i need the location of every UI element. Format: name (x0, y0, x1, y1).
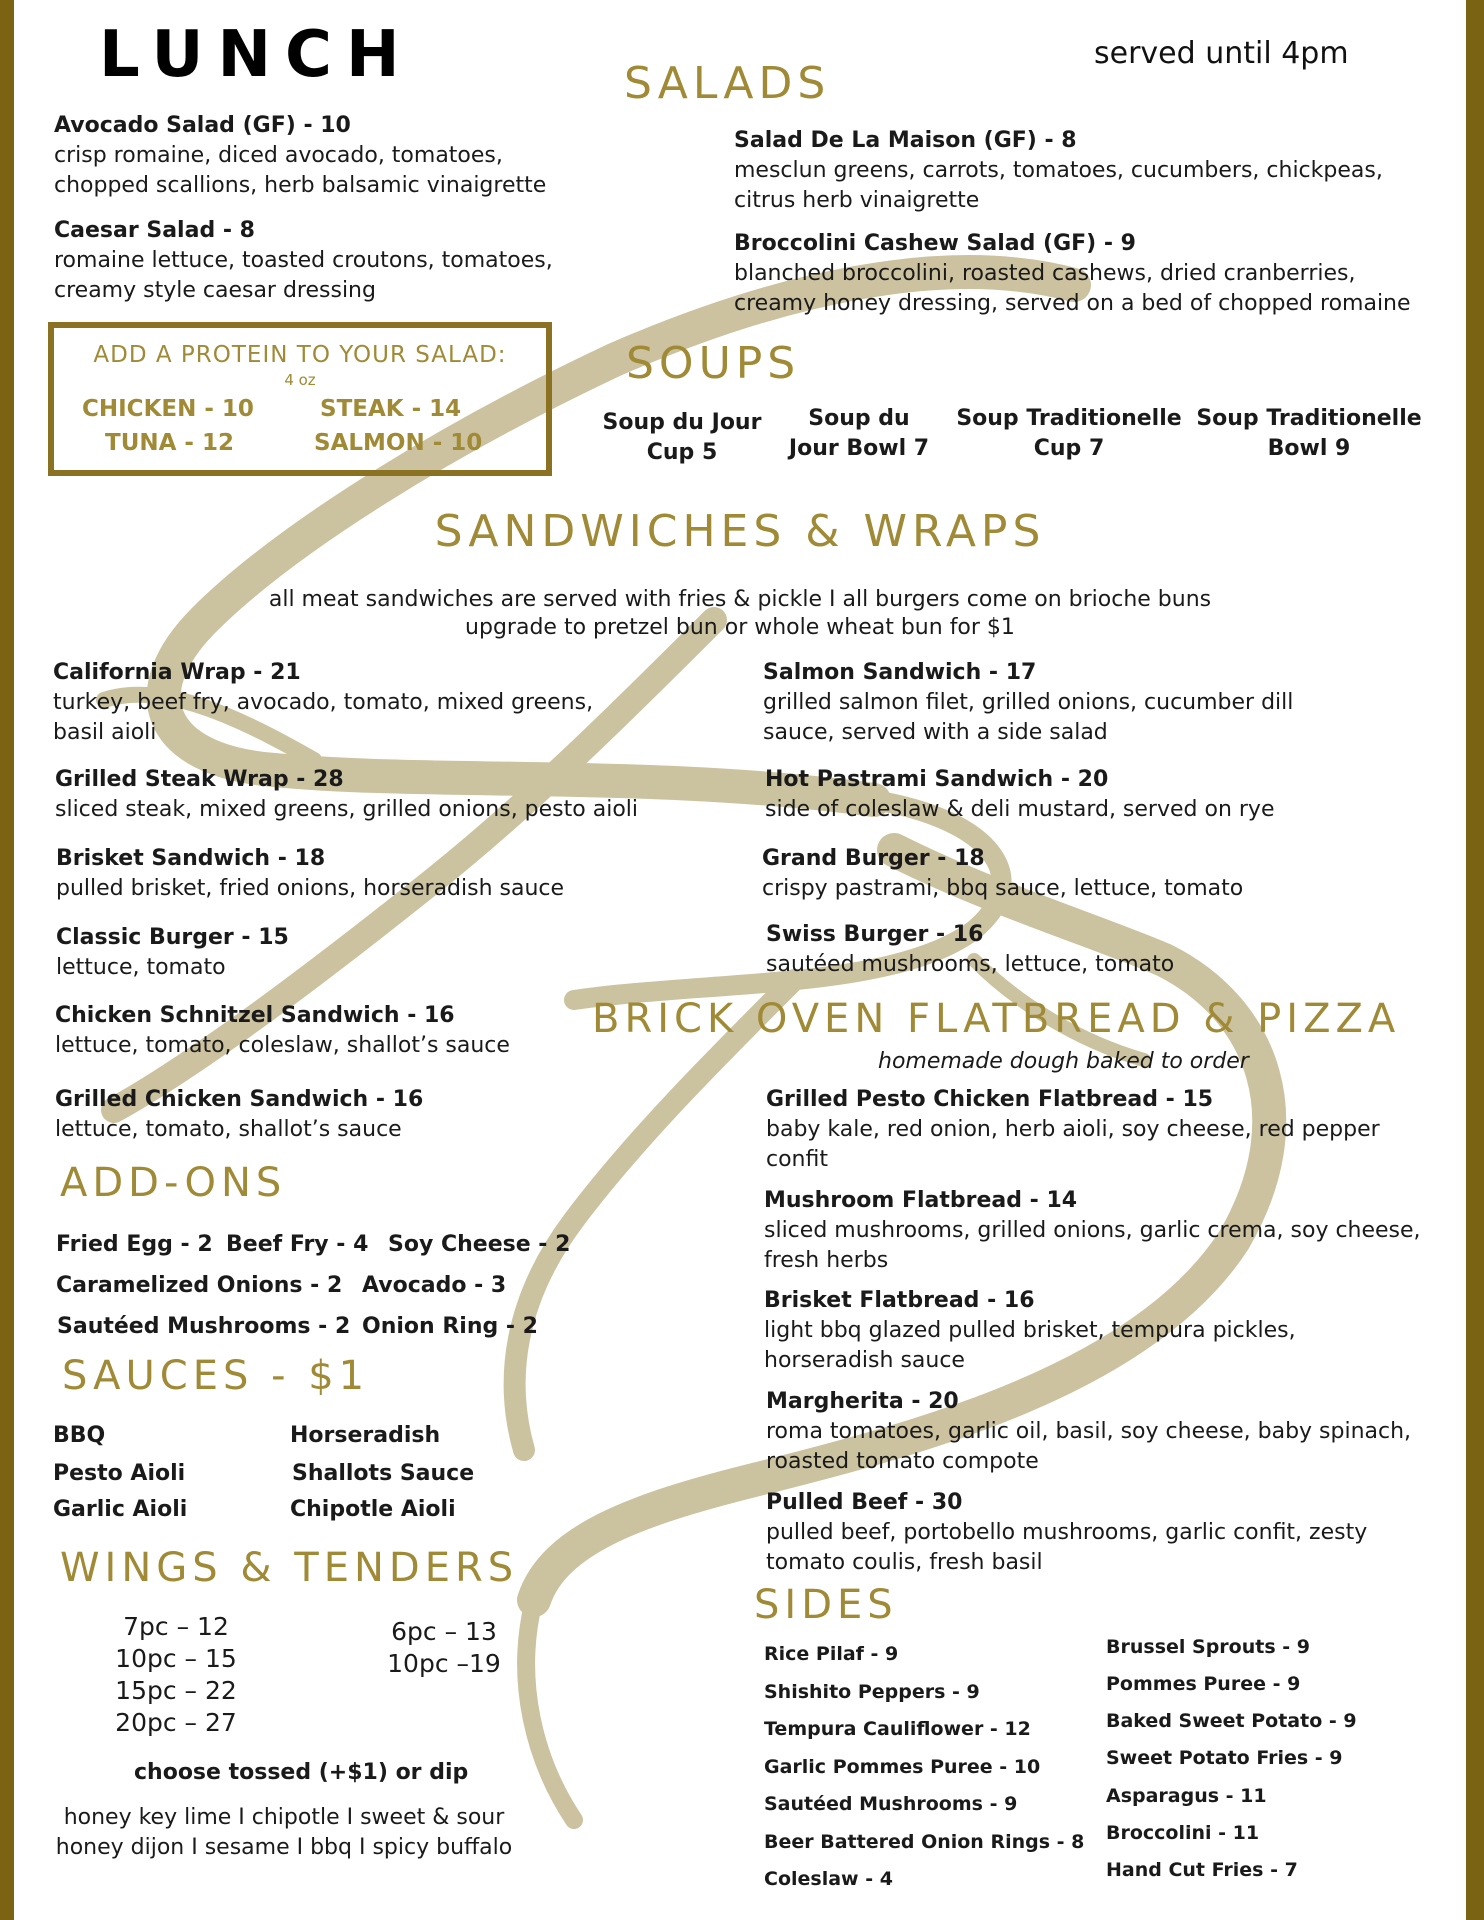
menu-item (766, 1387, 1411, 1477)
addon-item: Onion Ring - 2 (362, 1314, 538, 1339)
sauce-item: Chipotle Aioli (290, 1497, 456, 1522)
side-item: Sautéed Mushrooms - 9 (764, 1793, 1018, 1815)
menu-item (54, 111, 546, 201)
item-description: sautéed mushrooms, lettuce, tomato (766, 952, 1175, 977)
side-item: Sweet Potato Fries - 9 (1106, 1747, 1343, 1769)
item-description: romaine lettuce, toasted croutons, tomatoes, (54, 248, 553, 273)
item-description: mesclun greens, carrots, tomatoes, cucumbers, chickpeas, (734, 158, 1383, 183)
sauce-item: BBQ (53, 1423, 106, 1448)
protein-option: CHICKEN - 10 (82, 396, 254, 422)
side-item: Beer Battered Onion Rings - 8 (764, 1831, 1085, 1853)
soup-item (582, 408, 782, 468)
item-description: sliced steak, mixed greens, grilled onions, pesto aioli (55, 797, 638, 822)
item-description: sliced mushrooms, grilled onions, garlic crema, soy cheese, (764, 1218, 1421, 1243)
soup-line: Soup du Jour (602, 410, 762, 435)
soup-line: Bowl 9 (1267, 436, 1351, 461)
salads-heading: SALADS (624, 58, 831, 109)
wings-flavors: honey key lime I chipotle I sweet & sour (63, 1805, 505, 1830)
soup-line: Cup 7 (1033, 436, 1105, 461)
item-description: creamy honey dressing, served on a bed of chopped romaine (734, 291, 1411, 316)
wings-flavors: honey dijon I sesame I bbq I spicy buffalo (55, 1835, 513, 1860)
menu-item (55, 765, 638, 825)
item-name: Chicken Schnitzel Sandwich - 16 (55, 1003, 455, 1028)
item-description: pulled brisket, fried onions, horseradish sauce (56, 876, 565, 901)
item-name: Salad De La Maison (GF) - 8 (734, 128, 1077, 153)
soup-item (1189, 404, 1429, 464)
side-item: Tempura Cauliflower - 12 (764, 1718, 1031, 1740)
soups-heading: SOUPS (626, 338, 801, 389)
addon-item: Fried Egg - 2 (56, 1232, 213, 1257)
item-name: Margherita - 20 (766, 1389, 959, 1414)
item-description: crispy pastrami, bbq sauce, lettuce, tomato (762, 876, 1244, 901)
sauce-item: Garlic Aioli (53, 1497, 188, 1522)
item-name: Grilled Pesto Chicken Flatbread - 15 (766, 1087, 1214, 1112)
item-name: Swiss Burger - 16 (766, 922, 984, 947)
item-name: Avocado Salad (GF) - 10 (54, 113, 351, 138)
item-description: fresh herbs (764, 1248, 889, 1273)
item-name: Mushroom Flatbread - 14 (764, 1188, 1078, 1213)
side-item: Pommes Puree - 9 (1106, 1673, 1301, 1695)
item-description: creamy style caesar dressing (54, 278, 376, 303)
soup-line: Soup Traditionelle (1196, 406, 1422, 431)
sauce-item: Pesto Aioli (53, 1461, 186, 1486)
protein-heading: ADD A PROTEIN TO YOUR SALAD: (93, 342, 507, 368)
protein-box (48, 322, 552, 476)
item-description: roasted tomato compote (766, 1449, 1039, 1474)
menu-page (14, 0, 1466, 1920)
sandwiches-note: all meat sandwiches are served with fries & pickle I all burgers come on brioche buns (268, 587, 1212, 612)
item-description: crisp romaine, diced avocado, tomatoes, (54, 143, 503, 168)
wings-choose: choose tossed (+$1) or dip (134, 1760, 469, 1785)
served-until: served until 4pm (1094, 36, 1349, 71)
item-description: roma tomatoes, garlic oil, basil, soy cheese, baby spinach, (766, 1419, 1412, 1444)
addons-heading: ADD-ONS (60, 1160, 287, 1206)
protein-size: 4 oz (284, 371, 316, 389)
sandwiches-note: upgrade to pretzel bun or whole wheat bun for $1 (465, 615, 1015, 640)
item-description: lettuce, tomato, coleslaw, shallot’s sauce (55, 1033, 510, 1058)
item-description: turkey, beef fry, avocado, tomato, mixed greens, (53, 690, 594, 715)
item-name: Grand Burger - 18 (762, 846, 985, 871)
protein-option: TUNA - 12 (105, 430, 234, 456)
addon-item: Caramelized Onions - 2 (56, 1273, 343, 1298)
menu-item (55, 1085, 423, 1145)
item-description: blanched broccolini, roasted cashews, dried cranberries, (734, 261, 1356, 286)
item-description: horseradish sauce (764, 1348, 965, 1373)
wings-heading: WINGS & TENDERS (60, 1545, 519, 1591)
menu-item (762, 844, 1243, 904)
menu-item (764, 1286, 1296, 1376)
menu-item (54, 216, 553, 306)
item-name: Broccolini Cashew Salad (GF) - 9 (734, 231, 1136, 256)
tenders-price-list (344, 1616, 544, 1680)
side-item: Asparagus - 11 (1106, 1785, 1267, 1807)
item-description: lettuce, tomato (56, 955, 226, 980)
soup-line: Soup du (808, 406, 910, 431)
item-description: tomato coulis, fresh basil (766, 1550, 1043, 1575)
protein-option: STEAK - 14 (320, 396, 462, 422)
item-name: Brisket Sandwich - 18 (56, 846, 326, 871)
side-item: Brussel Sprouts - 9 (1106, 1636, 1310, 1658)
soup-item (949, 404, 1189, 464)
addon-item: Sautéed Mushrooms - 2 (57, 1314, 351, 1339)
flatbread-heading: BRICK OVEN FLATBREAD & PIZZA (592, 996, 1401, 1042)
soup-line: Soup Traditionelle (956, 406, 1182, 431)
side-item: Coleslaw - 4 (764, 1868, 893, 1890)
menu-title: LUNCH (99, 18, 414, 92)
flatbread-subtitle: homemade dough baked to order (878, 1049, 1249, 1074)
side-item: Hand Cut Fries - 7 (1106, 1859, 1298, 1881)
item-name: Pulled Beef - 30 (766, 1490, 963, 1515)
menu-item (55, 1001, 510, 1061)
side-item: Garlic Pommes Puree - 10 (764, 1756, 1041, 1778)
item-name: Grilled Chicken Sandwich - 16 (55, 1087, 424, 1112)
wings-price: 15pc – 22 (115, 1676, 237, 1705)
menu-item (763, 658, 1293, 748)
addon-item: Soy Cheese - 2 (388, 1232, 571, 1257)
item-description: lettuce, tomato, shallot’s sauce (55, 1117, 402, 1142)
side-item: Baked Sweet Potato - 9 (1106, 1710, 1357, 1732)
item-description: side of coleslaw & deli mustard, served on rye (765, 797, 1275, 822)
soup-line: Jour Bowl 7 (788, 436, 930, 461)
sides-heading: SIDES (754, 1582, 898, 1628)
menu-item (56, 923, 289, 983)
item-description: citrus herb vinaigrette (734, 188, 980, 213)
item-description: baby kale, red onion, herb aioli, soy cheese, red pepper (766, 1117, 1380, 1142)
addon-item: Beef Fry - 4 (226, 1232, 369, 1257)
protein-option: SALMON - 10 (314, 430, 483, 456)
sauces-heading: SAUCES - $1 (62, 1353, 370, 1399)
tenders-price: 6pc – 13 (391, 1617, 497, 1646)
menu-item (766, 1488, 1367, 1578)
item-name: Classic Burger - 15 (56, 925, 289, 950)
item-name: Salmon Sandwich - 17 (763, 660, 1037, 685)
item-description: sauce, served with a side salad (763, 720, 1108, 745)
sauce-item: Shallots Sauce (292, 1461, 475, 1486)
menu-item (766, 920, 1174, 980)
item-description: light bbq glazed pulled brisket, tempura pickles, (764, 1318, 1296, 1343)
menu-item (764, 1186, 1421, 1276)
item-name: Grilled Steak Wrap - 28 (55, 767, 344, 792)
item-description: chopped scallions, herb balsamic vinaigrette (54, 173, 547, 198)
addon-item: Avocado - 3 (362, 1273, 507, 1298)
item-description: basil aioli (53, 720, 157, 745)
wings-price: 7pc – 12 (123, 1612, 229, 1641)
wings-price-list (76, 1611, 276, 1739)
item-name: Caesar Salad - 8 (54, 218, 255, 243)
item-description: grilled salmon filet, grilled onions, cucumber dill (763, 690, 1294, 715)
soup-item (769, 404, 949, 464)
menu-item (766, 1085, 1380, 1175)
wings-price: 10pc – 15 (115, 1644, 237, 1673)
item-description: confit (766, 1147, 828, 1172)
item-name: Hot Pastrami Sandwich - 20 (765, 767, 1109, 792)
menu-item (734, 229, 1411, 319)
soup-line: Cup 5 (646, 440, 718, 465)
item-name: California Wrap - 21 (53, 660, 301, 685)
item-description: pulled beef, portobello mushrooms, garlic confit, zesty (766, 1520, 1368, 1545)
tenders-price: 10pc –19 (387, 1649, 501, 1678)
menu-item (56, 844, 564, 904)
side-item: Broccolini - 11 (1106, 1822, 1260, 1844)
sandwiches-heading: SANDWICHES & WRAPS (434, 506, 1046, 557)
side-item: Shishito Peppers - 9 (764, 1681, 980, 1703)
menu-item (734, 126, 1383, 216)
item-name: Brisket Flatbread - 16 (764, 1288, 1035, 1313)
sauce-item: Horseradish (290, 1423, 441, 1448)
side-item: Rice Pilaf - 9 (764, 1643, 899, 1665)
menu-item (765, 765, 1274, 825)
menu-item (53, 658, 593, 748)
wings-price: 20pc – 27 (115, 1708, 237, 1737)
